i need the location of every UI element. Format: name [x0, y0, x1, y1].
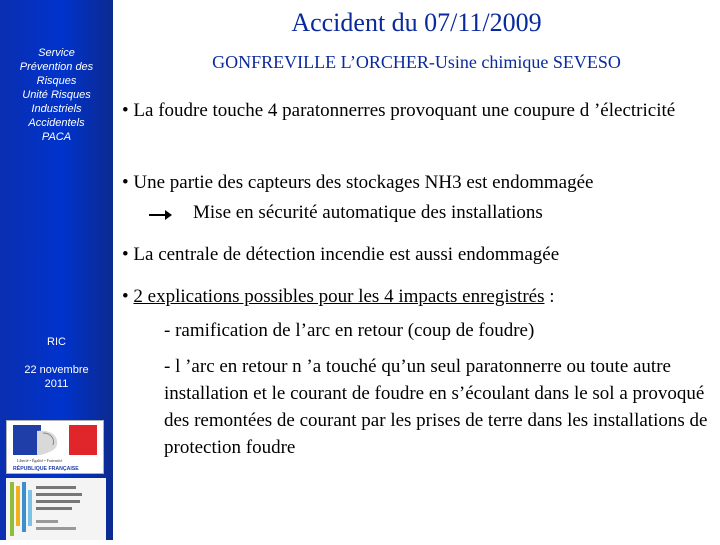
date-line: 22 novembre	[24, 364, 89, 376]
dreal-paca-logo	[6, 478, 106, 540]
org-line: Service	[38, 47, 75, 59]
sidebar	[0, 0, 113, 540]
explanation-two: - l ’arc en retour n ’a touché qu’un seul paratonnerre ou toute autre installation et le courant de foudre en s’écoulant dans le sol a provoqué des remontées de courant par les prises de terre dans les installations de protection foudre	[164, 356, 708, 458]
bullet-explanations	[122, 283, 717, 310]
bullet-marker: •	[122, 286, 134, 307]
bullet-safety-shutdown: Mise en sécurité automatique des installations	[193, 202, 543, 223]
dreal-logo-icon	[6, 478, 106, 540]
bullet-fire-detection: • La centrale de détection incendie est aussi endommagée	[122, 244, 560, 265]
arrow-right-icon	[148, 209, 173, 221]
org-line: Accidentels	[28, 117, 85, 129]
date-line: 2011	[44, 378, 69, 390]
sidebar-date	[0, 363, 113, 391]
org-line: PACA	[41, 131, 72, 143]
svg-text:Liberté • Égalité • Fraternité: Liberté • Égalité • Fraternité	[17, 458, 63, 463]
slide-title: Accident du 07/11/2009	[291, 8, 542, 37]
slide-subtitle: GONFREVILLE L’ORCHER-Usine chimique SEVESO	[212, 52, 621, 72]
marianne-logo-icon	[7, 421, 103, 473]
explanation-one: - ramification de l’arc en retour (coup de foudre)	[164, 320, 535, 341]
svg-text:RÉPUBLIQUE FRANÇAISE: RÉPUBLIQUE FRANÇAISE	[13, 466, 79, 472]
sidebar-ric: RIC	[47, 336, 66, 348]
org-line: Prévention des	[19, 61, 94, 73]
colon: :	[544, 286, 555, 307]
org-line: Risques	[36, 75, 77, 87]
bullet-lightning-strike: • La foudre touche 4 paratonnerres provoquant une coupure d ’électricité	[122, 100, 676, 121]
republique-francaise-logo	[6, 420, 104, 474]
org-line: Industriels	[31, 103, 82, 115]
bullet-sensors-damaged: • Une partie des capteurs des stockages NH3 est endommagée	[122, 172, 594, 193]
org-line: Unité Risques	[22, 89, 91, 101]
sidebar-organization	[0, 46, 113, 144]
explanations-heading: 2 explications possibles pour les 4 impacts enregistrés	[133, 286, 545, 307]
